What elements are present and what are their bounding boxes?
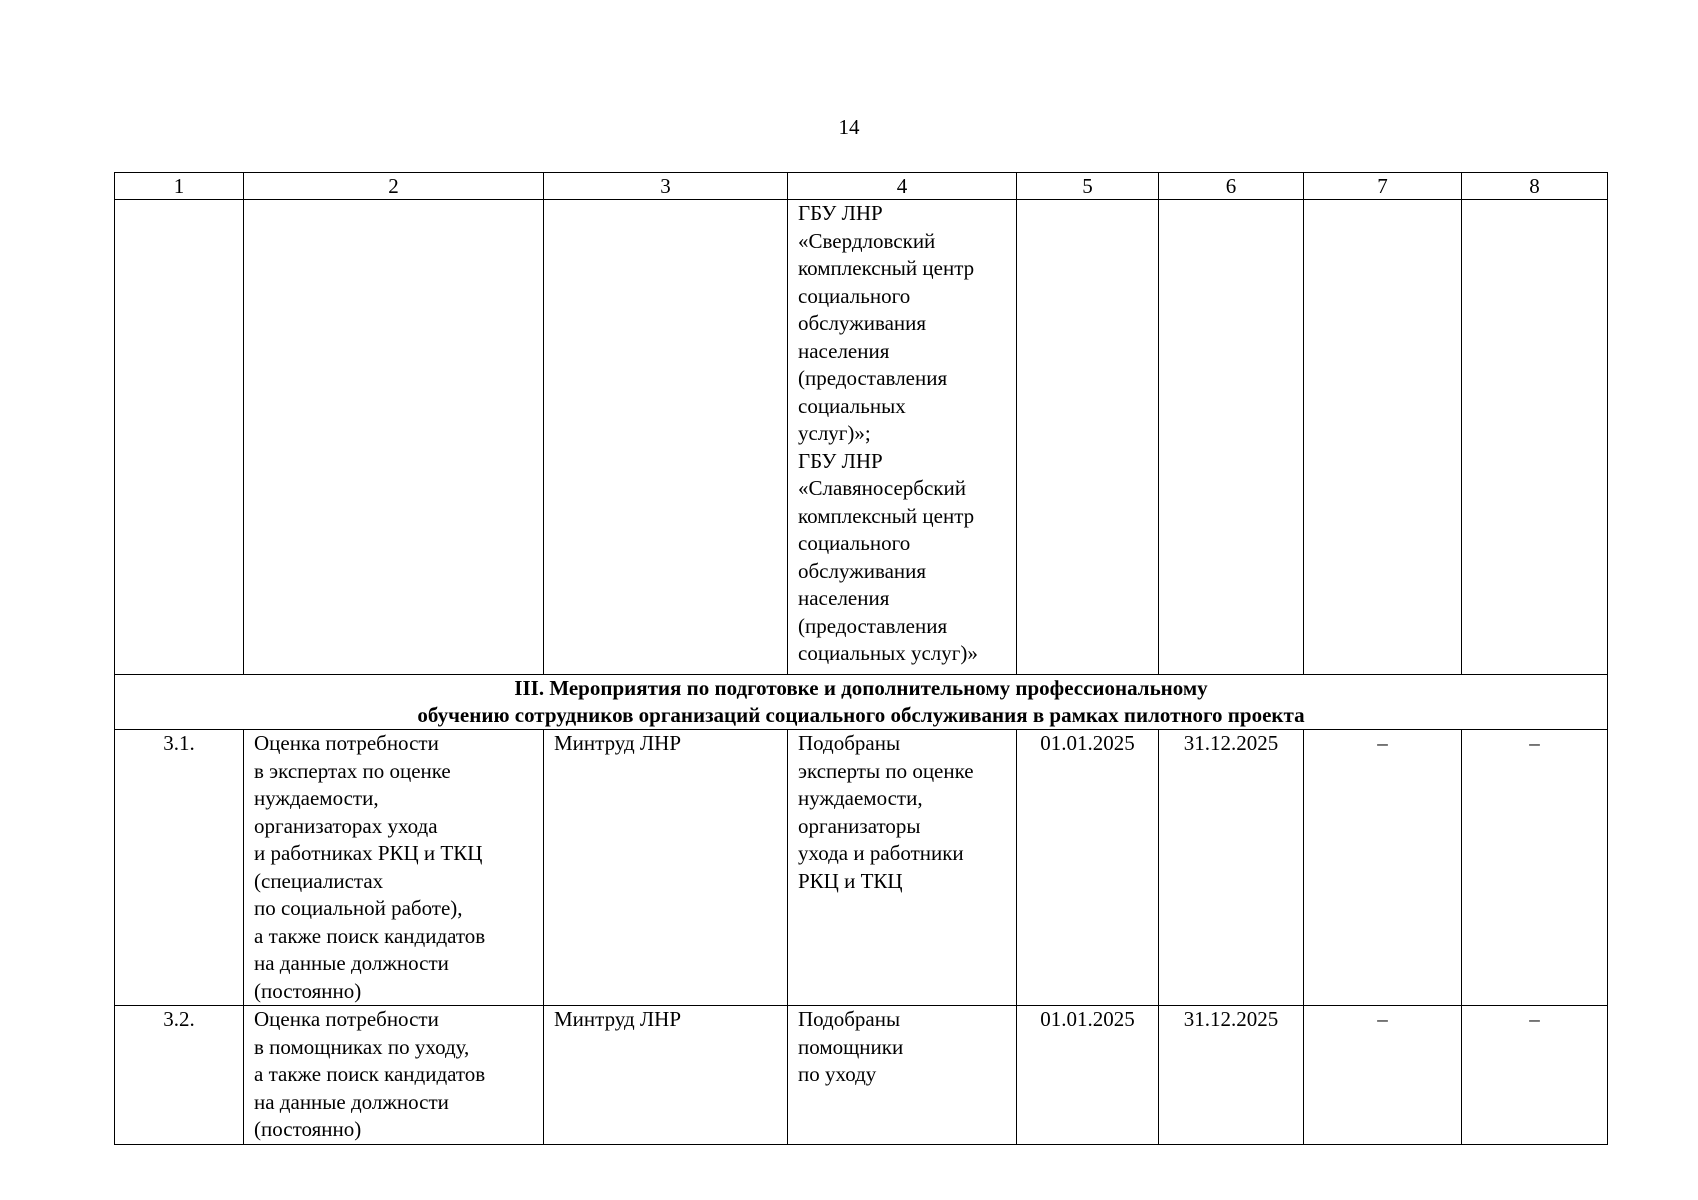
column-header: 2: [244, 173, 544, 200]
table-row: [115, 1006, 1608, 1145]
table-row: [115, 730, 1608, 1006]
column-7-cell: –: [1304, 730, 1462, 1006]
responsible-cell: Минтруд ЛНР: [544, 1006, 788, 1145]
column-header: 1: [115, 173, 244, 200]
column-8-cell: –: [1462, 730, 1608, 1006]
column-7-cell: –: [1304, 1006, 1462, 1145]
column-header: 5: [1017, 173, 1159, 200]
page-number: 14: [838, 115, 860, 139]
section-heading-row: [115, 675, 1608, 730]
column-header: 8: [1462, 173, 1608, 200]
activity-cell: Оценка потребности в помощниках по уходу, а также поиск кандидатов на данные должности (постоянно): [244, 1006, 544, 1145]
result-cell: Подобраны помощники по уходу: [788, 1006, 1017, 1145]
column-number-row: [115, 173, 1608, 200]
responsible-cell: Минтруд ЛНР: [544, 730, 788, 1006]
start-date-cell: 01.01.2025: [1017, 730, 1159, 1006]
end-date-cell: 31.12.2025: [1159, 730, 1304, 1006]
activity-cell: Оценка потребности в экспертах по оценке нуждаемости, организаторах ухода и работниках РКЦ и ТКЦ (специалистах по социальной работе), а также поиск кандидатов на данные должности (постоянно): [244, 730, 544, 1006]
column-header: 7: [1304, 173, 1462, 200]
result-cell: ГБУ ЛНР «Свердловский комплексный центр социального обслуживания населения (предоставления социальных услуг)»; ГБУ ЛНР «Славяносербский комплексный центр социального обслуживания населения (предоставления социальных услуг)»: [788, 200, 1017, 675]
end-date-cell: 31.12.2025: [1159, 1006, 1304, 1145]
column-8-cell: –: [1462, 1006, 1608, 1145]
start-date-cell: 01.01.2025: [1017, 1006, 1159, 1145]
table-cell: [1462, 200, 1608, 675]
column-header: 3: [544, 173, 788, 200]
table-cell: [1304, 200, 1462, 675]
table-cell: [1159, 200, 1304, 675]
result-cell: Подобраны эксперты по оценке нуждаемости, организаторы ухода и работники РКЦ и ТКЦ: [788, 730, 1017, 1006]
row-number: 3.2.: [115, 1006, 244, 1145]
row-number: 3.1.: [115, 730, 244, 1006]
column-header: 4: [788, 173, 1017, 200]
table-cell: [115, 200, 244, 675]
table-row: [115, 200, 1608, 675]
section-heading: III. Мероприятия по подготовке и дополнительному профессиональному обучению сотрудников организаций социального обслуживания в рамках пилотного проекта: [115, 675, 1608, 730]
plan-table: [114, 172, 1608, 1145]
column-header: 6: [1159, 173, 1304, 200]
table-cell: [244, 200, 544, 675]
table-cell: [1017, 200, 1159, 675]
table-cell: [544, 200, 788, 675]
